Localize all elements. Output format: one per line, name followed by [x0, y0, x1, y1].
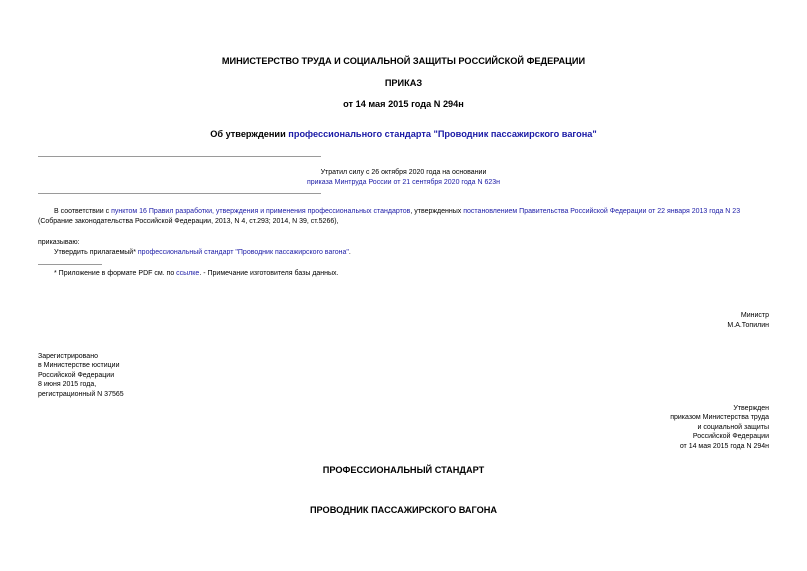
resolution-link[interactable]: постановлением Правительства Российской Федерации от 22 января 2013 года N 23	[463, 208, 741, 215]
registration-line: регистрационный N 37565	[38, 390, 124, 398]
footnote-text-1: * Приложение в формате PDF см. по	[54, 270, 177, 277]
approval-line: и социальной защиты	[697, 423, 769, 431]
preamble-line-1	[54, 207, 784, 216]
ministry-title: МИНИСТЕРСТВО ТРУДА И СОЦИАЛЬНОЙ ЗАЩИТЫ РОССИЙСКОЙ ФЕДЕРАЦИИ	[221, 56, 586, 66]
doc-type: ПРИКАЗ	[384, 78, 423, 88]
doc-title	[0, 129, 807, 139]
registration-line: 8 июня 2015 года,	[38, 381, 97, 389]
footnote-divider	[38, 264, 102, 265]
registration-line: Российской Федерации	[38, 371, 115, 379]
pdf-link[interactable]: ссылке	[176, 270, 200, 277]
approve-text: Утвердить прилагаемый*	[54, 249, 138, 256]
approval-block	[670, 404, 769, 451]
standard-heading: ПРОФЕССИОНАЛЬНЫЙ СТАНДАРТ	[322, 465, 485, 475]
registration-line: Зарегистрировано	[38, 353, 98, 360]
signature-position: Министр	[740, 312, 769, 319]
approval-line: Утвержден	[733, 405, 769, 412]
doc-title-prefix: Об утверждении	[210, 129, 289, 139]
approve-end: .	[348, 249, 351, 256]
divider-top	[38, 156, 321, 157]
registration-line: в Министерстве юстиции	[38, 362, 120, 370]
doc-title-link[interactable]: профессионального стандарта "Проводник пассажирского вагона"	[288, 129, 597, 139]
standard-name: ПРОВОДНИК ПАССАЖИРСКОГО ВАГОНА	[309, 505, 498, 515]
approval-line: Российской Федерации	[692, 433, 769, 441]
status-note-link[interactable]: приказа Минтруда России от 21 сентября 2020 года N 623н	[306, 179, 501, 186]
signature-name: М.А.Топилин	[727, 322, 769, 329]
preamble-text-2: , утвержденных	[410, 208, 464, 215]
footnote-text-2: . - Примечание изготовителя базы данных.	[199, 270, 339, 277]
approval-line: приказом Министерства труда	[670, 414, 769, 422]
footnote	[54, 269, 339, 278]
rules-link[interactable]: пунктом 16 Правил разработки, утверждения и применения профессиональных стандартов	[111, 208, 411, 215]
divider-bottom	[38, 193, 321, 194]
approval-line: от 14 мая 2015 года N 294н	[679, 442, 769, 450]
orders-text: приказываю:	[38, 239, 80, 246]
registration-block	[38, 352, 124, 399]
preamble-text-1: В соответствии с	[54, 208, 112, 215]
doc-date-number: от 14 мая 2015 года N 294н	[343, 99, 464, 109]
approve-line	[54, 248, 351, 257]
preamble-line-2: (Собрание законодательства Российской Федерации, 2013, N 4, ст.293; 2014, N 39, ст.5266),	[38, 218, 339, 225]
status-note-line: Утратил силу с 26 октября 2020 года на основании	[320, 169, 487, 176]
standard-link[interactable]: профессиональный стандарт "Проводник пассажирского вагона"	[137, 249, 349, 256]
